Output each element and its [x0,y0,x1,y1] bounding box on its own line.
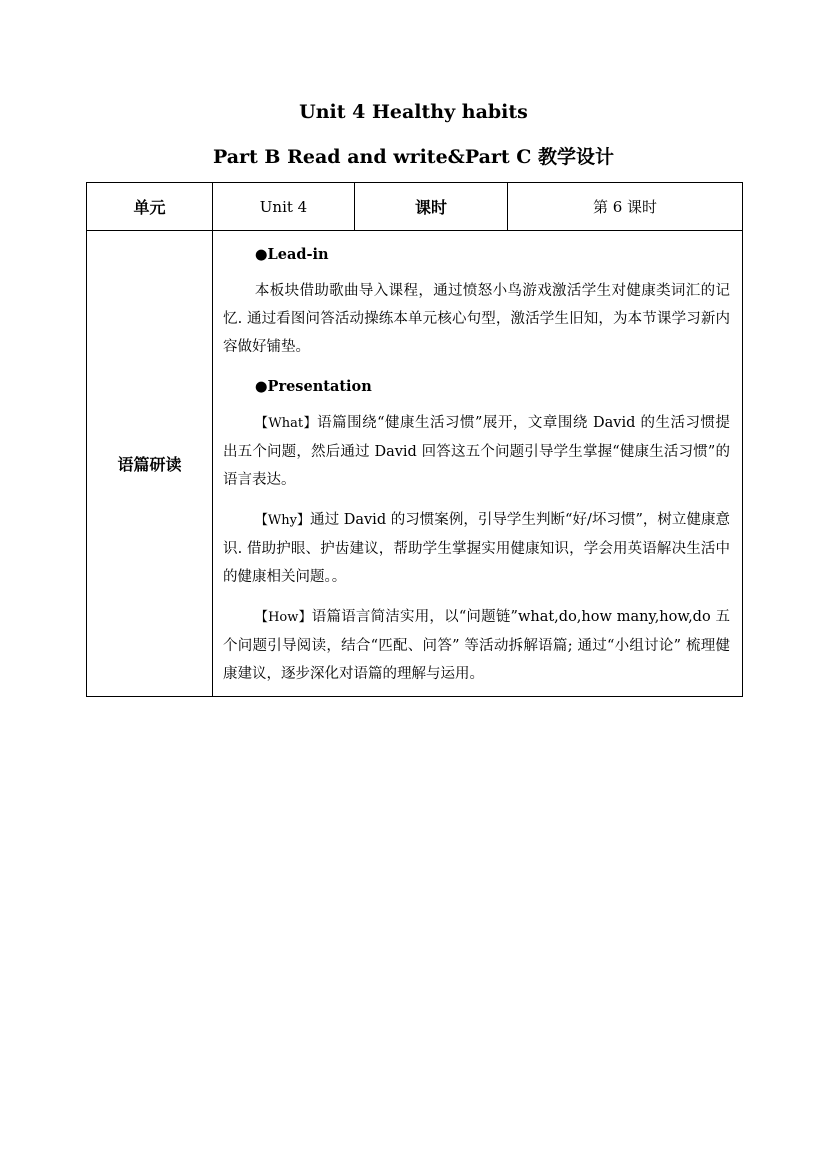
why-paragraph [223,506,730,591]
document-subtitle: Part B Read and write&Part C 教学设计 [212,146,615,168]
analysis-content-cell [213,231,743,697]
header-row [87,183,743,231]
leadin-heading: ●Lead-in [254,246,329,263]
how-paragraph [223,603,730,688]
document-title: Unit 4 Healthy habits [299,101,528,123]
period-label-cell: 课时 [355,183,508,231]
unit-value-cell: Unit 4 [213,183,355,231]
why-tag: 【Why】 [254,513,311,528]
period-value-cell: 第 6 课时 [508,183,743,231]
why-text: 通过 David 的习惯案例，引导学生判断“好/坏习惯”，树立健康意识. 借助护眼、护齿建议，帮助学生掌握实用健康知识，学会用英语解决生活中的健康相关问题。。 [223,512,730,585]
what-tag: 【What】 [254,416,318,431]
analysis-label-cell: 语篇研读 [87,231,213,697]
what-text: 语篇围绕“健康生活习惯”展开，文章围绕 David 的生活习惯提出五个问题，然后通过 David 回答这五个问题引导学生掌握“健康生活习惯”的语言表达。 [223,415,730,488]
unit-label-cell: 单元 [87,183,213,231]
analysis-row [87,231,743,697]
what-paragraph [223,409,730,494]
how-tag: 【How】 [254,610,312,625]
presentation-heading: ●Presentation [254,378,372,395]
how-text: 语篇语言简洁实用，以“问题链”what,do,how many,how,do 五个问题引导阅读，结合“匹配、问答” 等活动拆解语篇; 通过“小组讨论” 梳理健康建议，逐步深化对语篇的理解与运用。 [223,609,730,682]
lesson-design-table [86,182,743,697]
leadin-paragraph: 本板块借助歌曲导入课程，通过愤怒小鸟游戏激活学生对健康类词汇的记忆. 通过看图问答活动操练本单元核心句型，激活学生旧知，为本节课学习新内容做好铺垫。 [223,283,730,355]
